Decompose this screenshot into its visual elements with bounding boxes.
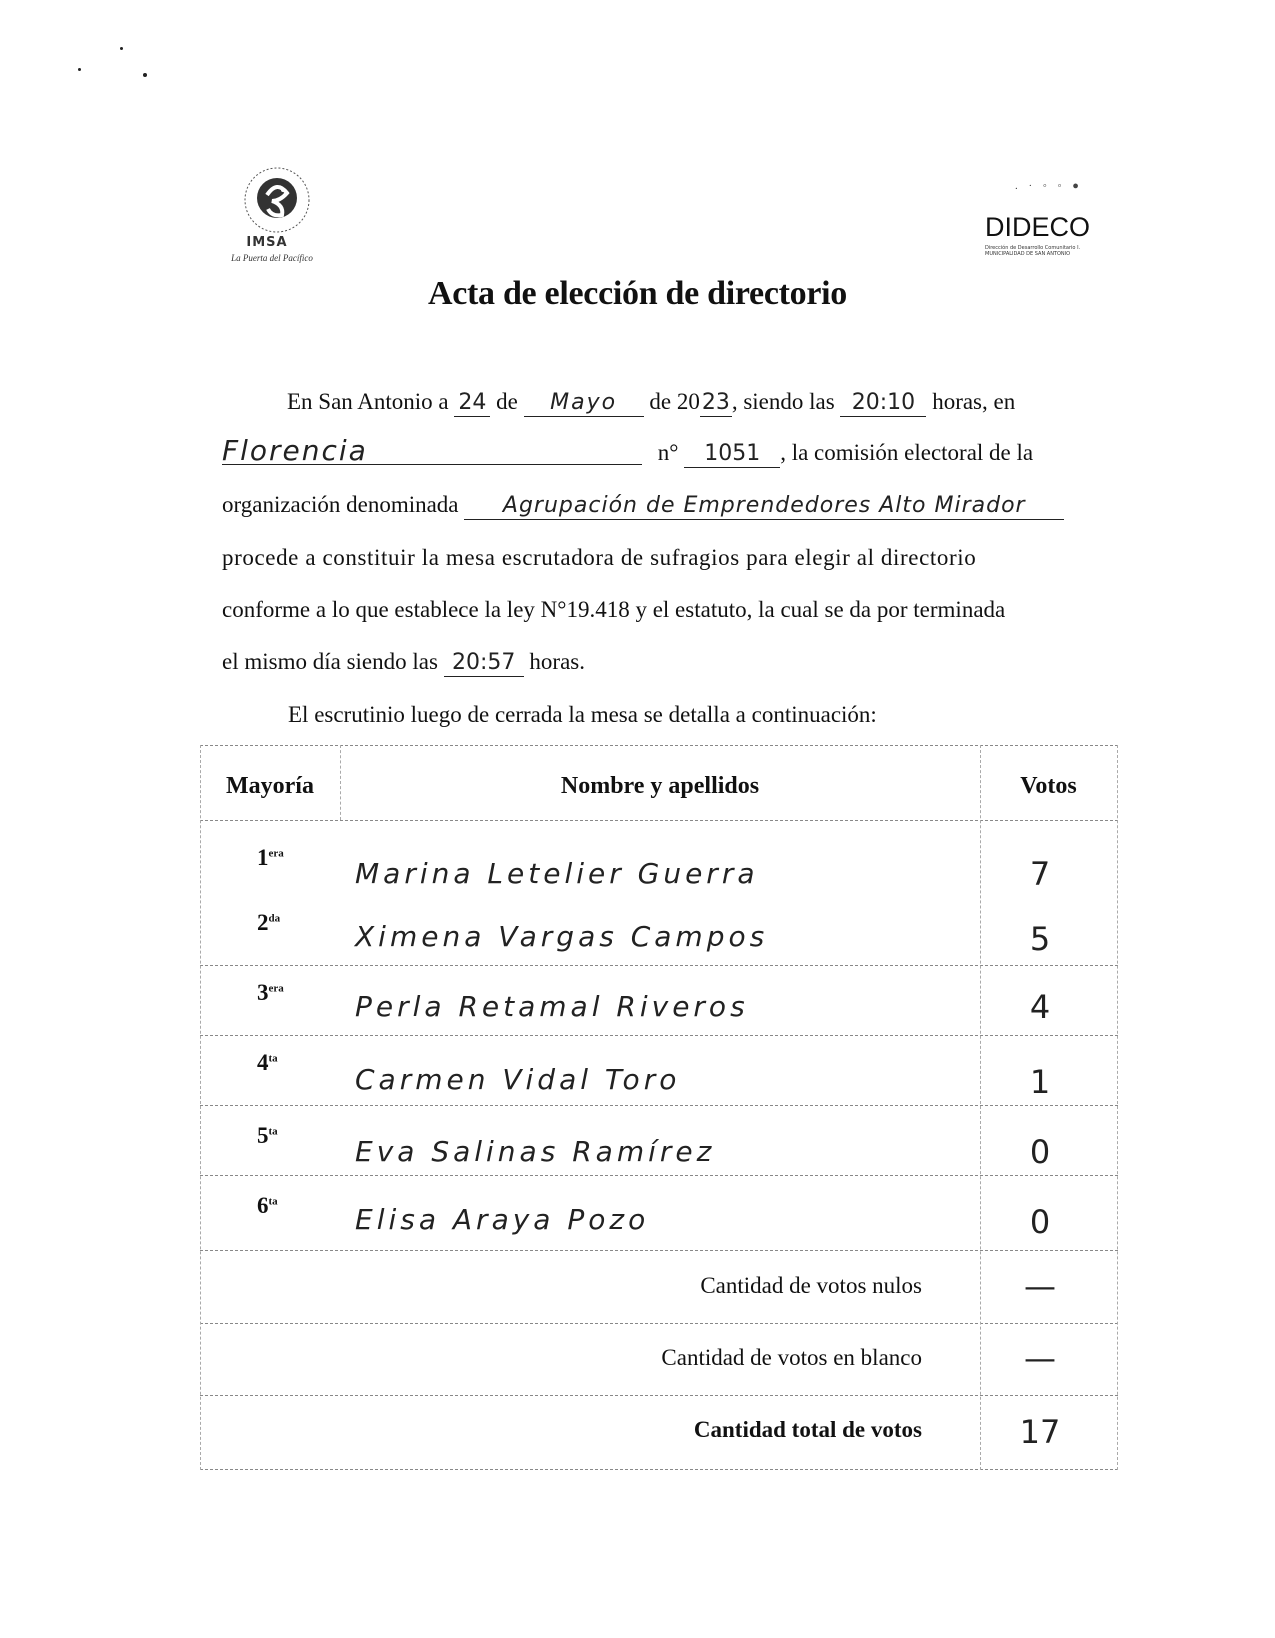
rank-suffix: da bbox=[268, 912, 281, 925]
candidate-votes: 0 bbox=[1029, 1133, 1051, 1171]
number-field: 1051 bbox=[684, 441, 780, 468]
header-name: Nombre y apellidos bbox=[560, 773, 760, 799]
rank-number: 6 bbox=[257, 1193, 269, 1218]
stray-mark bbox=[78, 68, 81, 71]
rank-number: 4 bbox=[257, 1050, 269, 1075]
row-rank bbox=[257, 980, 297, 1006]
paragraph-line-1 bbox=[287, 387, 1015, 417]
rank-suffix: era bbox=[268, 982, 284, 995]
stray-mark bbox=[143, 73, 147, 77]
imsa-logo bbox=[222, 165, 334, 270]
rank-suffix: ta bbox=[268, 1052, 278, 1065]
document-title: Acta de elección de directorio bbox=[427, 275, 847, 312]
rank-suffix: era bbox=[268, 847, 284, 860]
dideco-dots-icon: . · ◦ ◦ ● bbox=[1015, 180, 1083, 192]
total-votes-value: 17 bbox=[1019, 1413, 1061, 1451]
table-rule bbox=[200, 745, 201, 1470]
text: horas. bbox=[529, 649, 585, 674]
rank-number: 1 bbox=[257, 845, 269, 870]
header-rank: Mayoría bbox=[226, 773, 314, 799]
imsa-slogan: La Puerta del Pacífico bbox=[231, 253, 313, 263]
paragraph-line-2 bbox=[222, 434, 1034, 468]
month-field: Mayo bbox=[524, 390, 644, 417]
text: de bbox=[496, 389, 518, 414]
row-rank bbox=[257, 1050, 297, 1076]
text: , la comisión electoral de la bbox=[780, 440, 1034, 465]
rank-suffix: ta bbox=[268, 1125, 278, 1138]
candidate-name: Marina Letelier Guerra bbox=[355, 857, 759, 890]
row-rank bbox=[257, 1193, 297, 1219]
candidate-name: Carmen Vidal Toro bbox=[355, 1063, 681, 1096]
candidate-votes: 4 bbox=[1029, 988, 1051, 1026]
null-votes-value: — bbox=[1024, 1267, 1056, 1305]
blank-votes-value: — bbox=[1024, 1339, 1056, 1377]
paragraph-line-7: El escrutinio luego de cerrada la mesa se detalla a continuación: bbox=[288, 702, 877, 727]
dideco-brand: DIDECO bbox=[985, 212, 1091, 242]
candidate-votes: 1 bbox=[1029, 1063, 1051, 1101]
dideco-subtitle: Dirección de Desarrollo Comunitario I. MUNICIPALIDAD DE SAN ANTONIO bbox=[985, 245, 1081, 257]
year-field: 23 bbox=[701, 390, 730, 415]
row-rank bbox=[257, 910, 297, 936]
candidate-votes: 5 bbox=[1029, 920, 1051, 958]
text: En San Antonio a bbox=[287, 389, 449, 414]
imsa-brand: IMSA bbox=[246, 235, 288, 250]
row-rank bbox=[257, 845, 297, 871]
null-votes-label: Cantidad de votos nulos bbox=[700, 1273, 922, 1298]
seahorse-emblem-icon bbox=[242, 165, 312, 235]
row-rank bbox=[257, 1123, 297, 1149]
day-field: 24 bbox=[454, 390, 490, 417]
text: n° bbox=[657, 440, 679, 465]
rank-suffix: ta bbox=[268, 1195, 278, 1208]
start-time-field: 20:10 bbox=[840, 390, 926, 417]
candidate-votes: 7 bbox=[1029, 855, 1051, 893]
rank-number: 2 bbox=[257, 910, 269, 935]
rank-number: 5 bbox=[257, 1123, 269, 1148]
text: el mismo día siendo las bbox=[222, 649, 438, 674]
organization-field: Agrupación de Emprendedores Alto Mirador bbox=[464, 493, 1064, 520]
street-field: Florencia bbox=[222, 438, 642, 465]
candidate-name: Ximena Vargas Campos bbox=[355, 920, 769, 953]
candidate-name: Perla Retamal Riveros bbox=[355, 990, 749, 1023]
total-votes-label: Cantidad total de votos bbox=[693, 1417, 922, 1442]
paragraph-line-4: procede a constituir la mesa escrutadora de sufragios para elegir al directorio bbox=[222, 545, 977, 570]
header-votes: Votos bbox=[1020, 773, 1077, 799]
candidate-name: Elisa Araya Pozo bbox=[355, 1203, 650, 1236]
dideco-logo bbox=[975, 180, 1110, 255]
rank-number: 3 bbox=[257, 980, 269, 1005]
paragraph-line-6 bbox=[222, 647, 585, 677]
text: de 20 bbox=[649, 389, 700, 414]
paragraph-line-3 bbox=[222, 490, 1064, 520]
end-time-field: 20:57 bbox=[444, 650, 524, 677]
vote-count-table bbox=[200, 745, 1118, 1470]
blank-votes-label: Cantidad de votos en blanco bbox=[661, 1345, 922, 1370]
text: organización denominada bbox=[222, 492, 459, 517]
candidate-votes: 0 bbox=[1029, 1203, 1051, 1241]
stray-mark bbox=[120, 47, 123, 50]
paragraph-line-5: conforme a lo que establece la ley N°19.418 y el estatuto, la cual se da por terminada bbox=[222, 597, 1006, 622]
text: horas, en bbox=[932, 389, 1016, 414]
table-rule bbox=[1117, 745, 1118, 1470]
text: , siendo las bbox=[731, 389, 835, 414]
candidate-name: Eva Salinas Ramírez bbox=[355, 1135, 716, 1168]
